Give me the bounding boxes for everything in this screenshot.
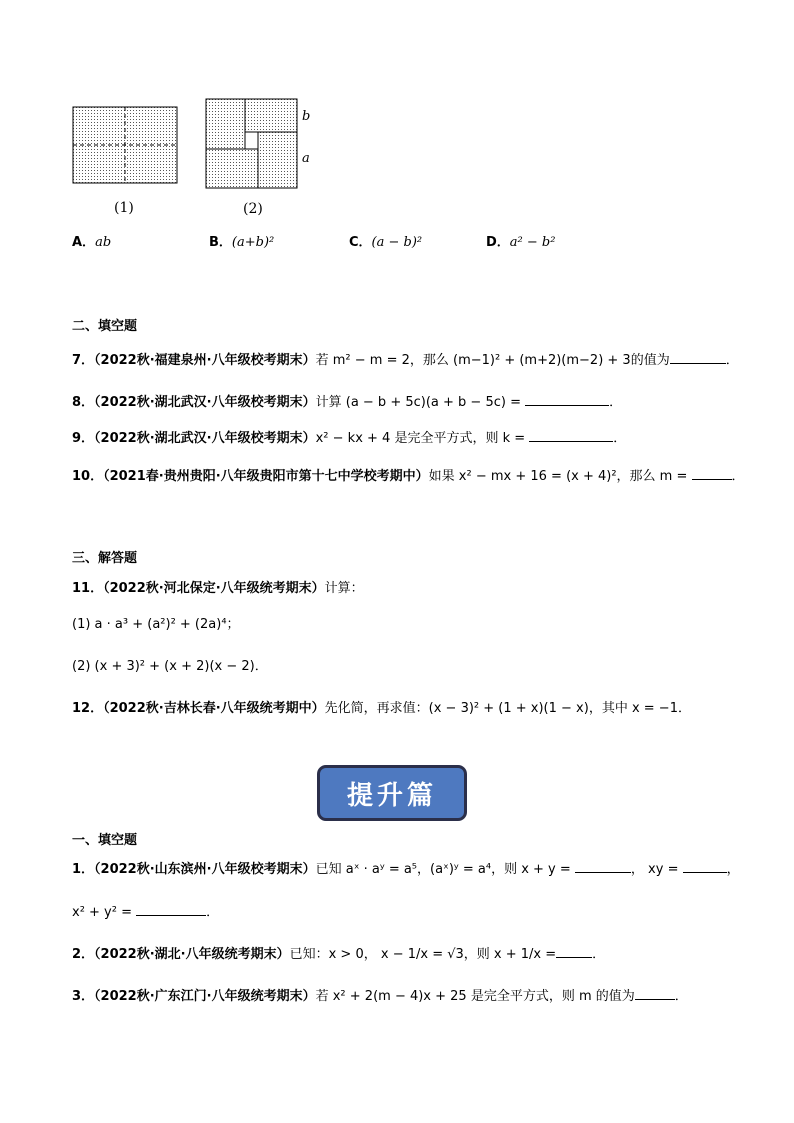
choice-a: A．ab [72, 235, 112, 250]
advanced-question-1: 1．（2022秋·山东滨州·八年级校考期末）已知 aˣ · aʸ = a⁵，(aˣ)ʸ = a⁴，则 x + y = ， xy = ， [72, 862, 740, 877]
section-answer-title: 三、解答题 [72, 551, 138, 566]
label-a: a [302, 151, 310, 166]
section-fill-blank-title: 二、填空题 [72, 319, 138, 334]
advanced-question-1-line-2: x² + y² = ． [72, 905, 220, 920]
answer-blank[interactable] [525, 393, 609, 406]
answer-blank[interactable] [692, 467, 732, 480]
question-11: 11．（2022秋·河北保定·八年级统考期末）计算： [72, 581, 364, 596]
answer-blank[interactable] [670, 351, 726, 364]
question-9: 9．（2022秋·湖北武汉·八年级校考期末）x² − kx + 4 是完全平方式，则 k = ． [72, 431, 627, 446]
question-12: 12．（2022秋·吉林长春·八年级统考期中）先化简，再求值：(x − 3)² + (1 + x)(1 − x)，其中 x = −1． [72, 701, 691, 716]
choice-d: D．a² − b² [486, 235, 556, 250]
question-11-part-2: (2) (x + 3)² + (x + 2)(x − 2)． [72, 659, 268, 674]
figure-1-caption: (1) [114, 200, 134, 216]
figure-1 [72, 106, 180, 186]
question-10: 10．（2021春·贵州贵阳·八年级贵阳市第十七中学校考期中）如果 x² − mx + 16 = (x + 4)²，那么 m = ． [72, 469, 745, 484]
answer-blank[interactable] [529, 429, 613, 442]
question-8: 8．（2022秋·湖北武汉·八年级校考期末）计算 (a − b + 5c)(a + b − 5c) = ． [72, 395, 623, 410]
question-11-part-1: (1) a · a³ + (a²)² + (2a)⁴； [72, 617, 240, 632]
answer-blank[interactable] [575, 860, 631, 873]
label-b: b [302, 109, 311, 124]
choice-c: C．(a − b)² [349, 235, 423, 250]
figure-2 [205, 98, 300, 191]
answer-blank[interactable] [136, 903, 206, 916]
answer-blank[interactable] [635, 987, 675, 1000]
answer-blank[interactable] [683, 860, 727, 873]
figure-2-caption: (2) [243, 201, 263, 217]
choice-b: B．(a+b)² [209, 235, 275, 250]
advanced-question-3: 3．（2022秋·广东江门·八年级统考期末）若 x² + 2(m − 4)x + 25 是完全平方式，则 m 的值为 ． [72, 989, 688, 1004]
advanced-question-2: 2．（2022秋·湖北·八年级统考期末）已知：x > 0， x − 1/x = √3，则 x + 1/x = ． [72, 947, 606, 962]
answer-blank[interactable] [556, 945, 592, 958]
section-b-fill-blank-title: 一、填空题 [72, 833, 138, 848]
question-7: 7．（2022秋·福建泉州·八年级校考期末）若 m² − m = 2，那么 (m−1)² + (m+2)(m−2) + 3的值为 ． [72, 353, 739, 368]
advanced-section-banner: 提升篇 [317, 765, 467, 821]
